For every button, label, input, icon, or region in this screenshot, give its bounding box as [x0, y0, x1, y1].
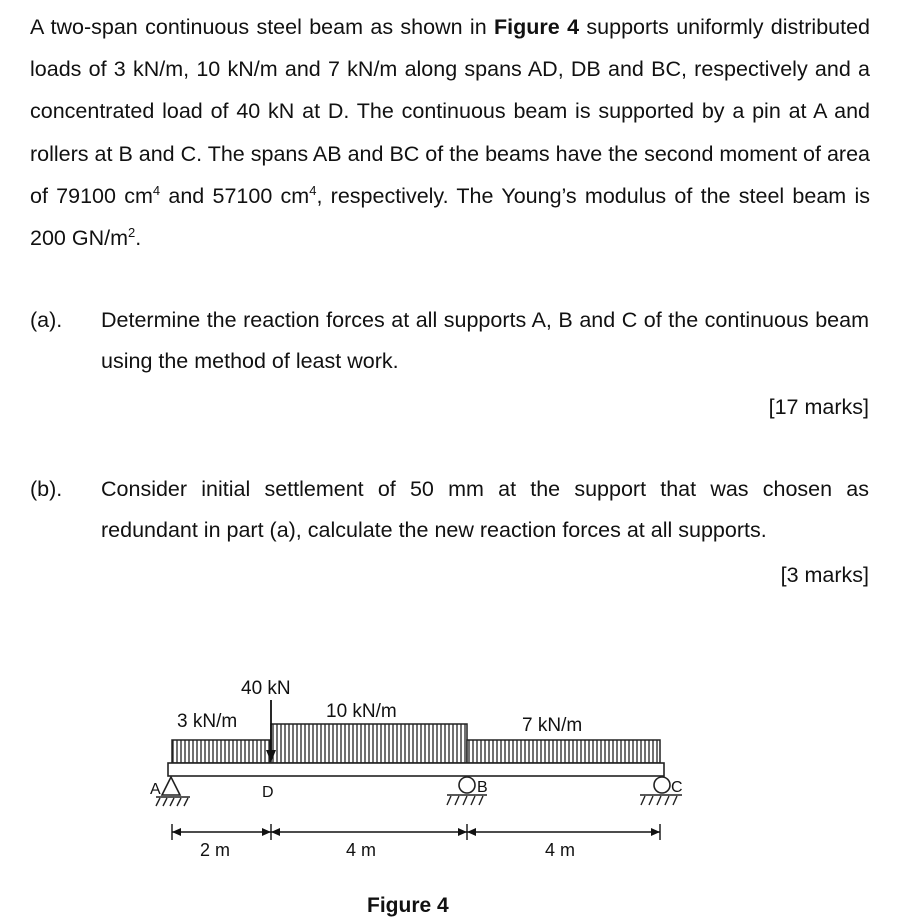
udl-db-label: 10 kN/m — [326, 701, 397, 722]
dim-bc-label: 4 m — [545, 840, 576, 860]
beam — [168, 763, 664, 776]
problem-statement: A two-span continuous steel beam as shown in Figure 4 supports uniformly distributed loads of 3 kN/m, 10 kN/m and 7 kN/m along spans AD, DB and BC, respectively and a concentrated load of 40 kN at D. The continuous beam is supported by a pin at A and rollers at B and C. The spans AB and BC of the beams have the second moment of area of 79100 $cm^4$ and 57100 $cm^4$, respectively. The Young’s modulus of the steel beam is 200 $GN/m^2$. — [30, 15, 870, 251]
udl-block-ad — [172, 740, 270, 763]
point-d-label: D — [262, 784, 274, 801]
udl-ad-label: 3 kN/m — [177, 711, 238, 732]
part-a-marks: [17 marks] — [768, 395, 869, 419]
udl-bc-label: 7 kN/m — [522, 715, 583, 736]
udl-block-db — [271, 724, 467, 763]
part-a-text: Determine the reaction forces at all supports A, B and C of the continuous beam using the method of least work. — [101, 308, 869, 373]
dim-db-label: 4 m — [346, 840, 377, 860]
support-c-label: C — [671, 779, 683, 796]
part-b-label: (b). — [30, 477, 63, 501]
support-a-label: A — [150, 781, 161, 798]
part-a-label: (a). — [30, 308, 63, 332]
pin-support-a — [156, 777, 190, 806]
point-load-label: 40 kN — [241, 678, 291, 699]
dim-ad-label: 2 m — [200, 840, 231, 860]
figure-reference: Figure 4 — [494, 15, 580, 39]
part-b-marks: [3 marks] — [780, 563, 869, 587]
dimension-line — [172, 824, 660, 840]
support-b-label: B — [477, 779, 488, 796]
figure-caption: Figure 4 — [367, 894, 449, 917]
udl-block-bc — [467, 740, 660, 763]
part-b-text: Consider initial settlement of 50 mm at the support that was chosen as redundant in part (a), calculate the new reaction forces at all supports. — [101, 477, 869, 542]
